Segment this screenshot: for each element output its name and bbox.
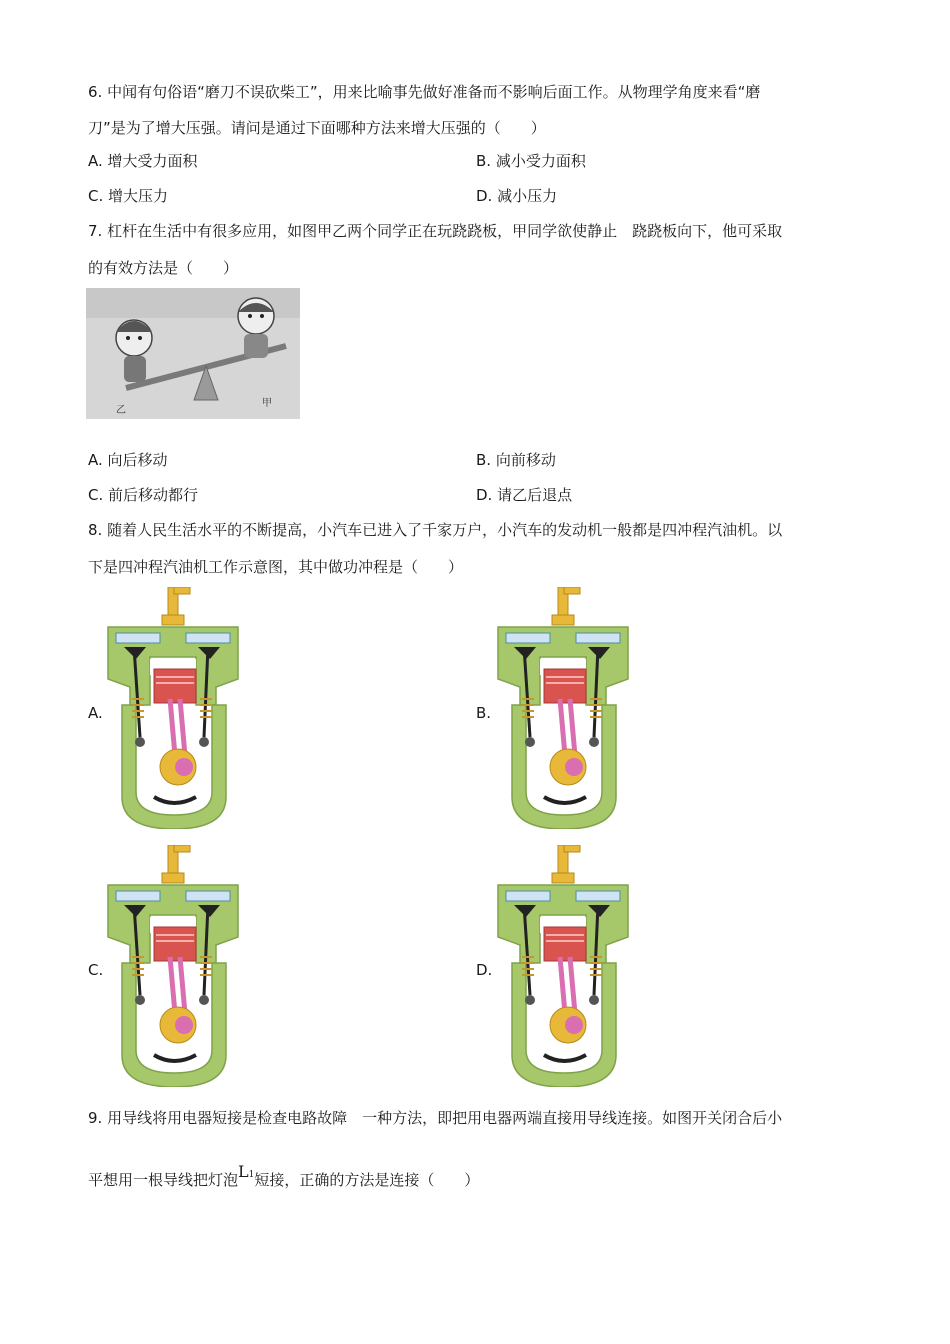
lamp-letter: L xyxy=(238,1162,249,1181)
q6-option-c[interactable]: C. 增大压力 xyxy=(88,187,169,205)
lamp-subscript: 1 xyxy=(248,1170,255,1180)
q7-option-d[interactable]: D. 请乙后退点 xyxy=(476,486,573,504)
q9-stem-line2-start: 平想用一根导线把灯泡 xyxy=(88,1171,239,1189)
q7-stem-line2: 的有效方法是（ ） xyxy=(88,259,239,277)
q6-stem-line2: 刀”是为了增大压强。请问是通过下面哪种方法来增大压强的（ ） xyxy=(88,119,546,137)
q8-option-a-label[interactable]: A. xyxy=(88,704,103,722)
q8-option-b-label[interactable]: B. xyxy=(476,704,492,722)
q9-stem-line2-end: 短接，正确的方法是连接（ ） xyxy=(254,1171,480,1189)
q7-option-a[interactable]: A. 向后移动 xyxy=(88,451,168,469)
q8-option-c-label[interactable]: C. xyxy=(88,961,104,979)
q6-option-b[interactable]: B. 减小受力面积 xyxy=(476,152,586,170)
q8-stem-line2: 下是四冲程汽油机工作示意图，其中做功冲程是（ ） xyxy=(88,558,464,576)
q8-stem-line1: 8. 随着人民生活水平的不断提高，小汽车已进入了千家万户，小汽车的发动机一般都是四冲程汽油机。以 xyxy=(88,521,783,539)
q7-option-b[interactable]: B. 向前移动 xyxy=(476,451,556,469)
lamp-symbol xyxy=(238,1162,254,1181)
engine-diagram-d[interactable] xyxy=(494,845,632,1087)
q9-stem-line1: 9. 用导线将用电器短接是检查电路故障 一种方法，即把用电器两端直接用导线连接。如图开关闭合后小 xyxy=(88,1109,783,1127)
q6-option-a[interactable]: A. 增大受力面积 xyxy=(88,152,198,170)
engine-diagram-c[interactable] xyxy=(104,845,242,1087)
q8-option-d-label[interactable]: D. xyxy=(476,961,493,979)
q7-stem-line1: 7. 杠杆在生活中有很多应用，如图甲乙两个同学正在玩跷跷板，甲同学欲使静止 跷跷板向下，他可采取 xyxy=(88,222,783,240)
seesaw-figure xyxy=(86,288,300,419)
q9-stem-line2 xyxy=(88,1162,480,1193)
figure-label-yi: 乙 xyxy=(116,405,126,416)
q6-stem-line1: 6. 中闻有句俗语“磨刀不误砍柴工”，用来比喻事先做好准备而不影响后面工作。从物理学角度来看“磨 xyxy=(88,83,761,101)
figure-label-jia: 甲 xyxy=(262,398,272,409)
engine-diagram-a[interactable] xyxy=(104,587,242,829)
q7-option-c[interactable]: C. 前后移动都行 xyxy=(88,486,199,504)
q6-option-d[interactable]: D. 减小压力 xyxy=(476,187,558,205)
engine-diagram-b[interactable] xyxy=(494,587,632,829)
